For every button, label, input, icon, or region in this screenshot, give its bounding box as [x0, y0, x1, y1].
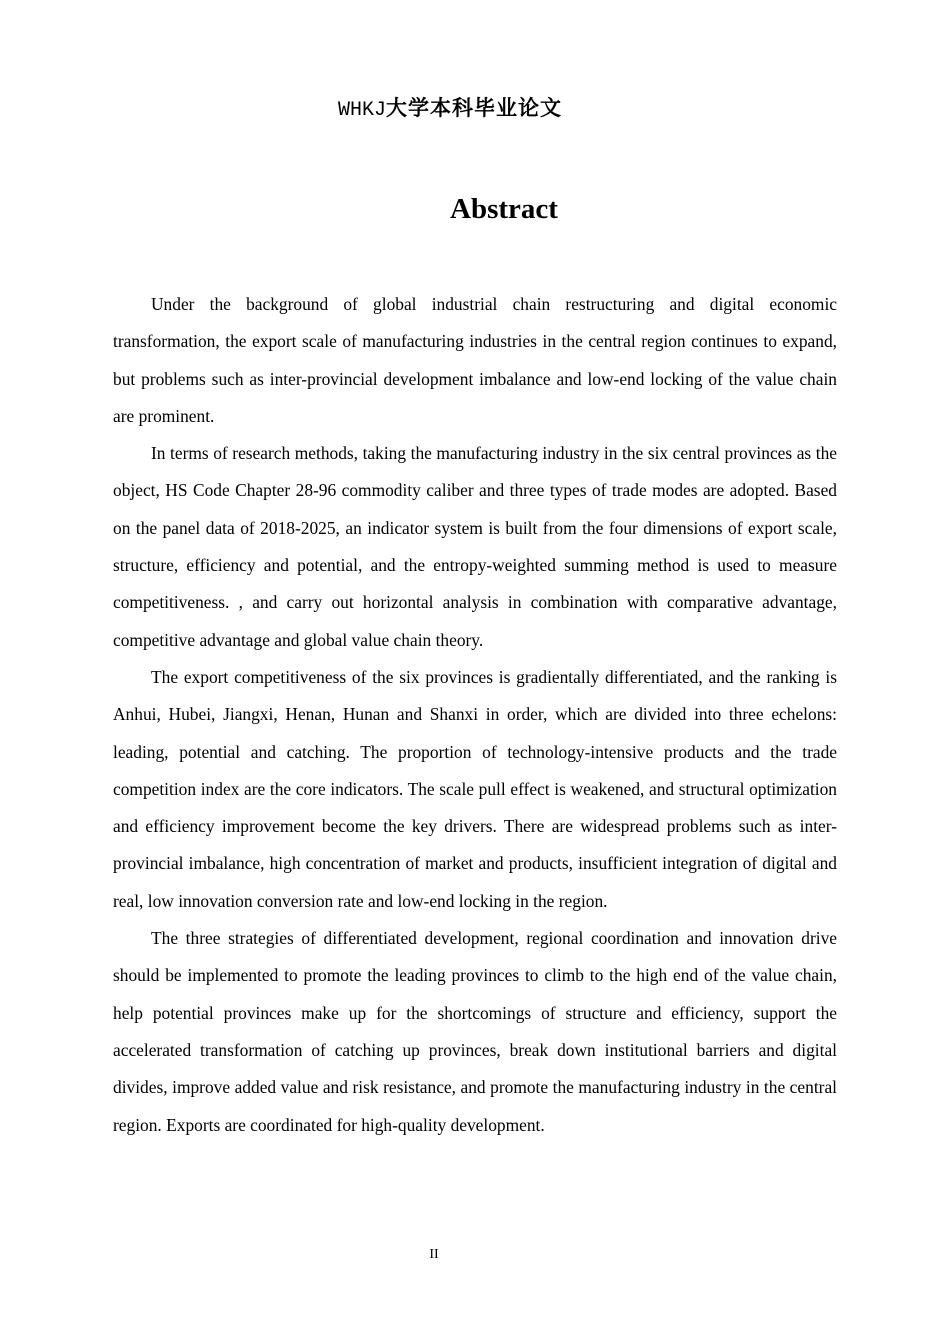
- abstract-paragraph-4: The three strategies of differentiated development, regional coordination and innovation drive should be implemented to promote the leading provinces to climb to the high end of the value chain, help potential provinces make up for the shortcomings of structure and efficiency, support the accelerated transformation of catching up provinces, break down institutional barriers and digital divides, improve added value and risk resistance, and promote the manufacturing industry in the central region. Exports are coordinated for high-quality development.: [113, 928, 837, 1135]
- running-header: [0, 92, 900, 122]
- page-title: Abstract: [450, 193, 558, 225]
- abstract-paragraph-3: The export competitiveness of the six provinces is gradientally differentiated, and the ranking is Anhui, Hubei, Jiangxi, Henan, Hunan and Shanxi in order, which are divided into three echelons: leading, potential and catching. The proportion of technology-intensive products and the trade competition index are the core indicators. The scale pull effect is weakened, and structural optimization and efficiency improvement become the key drivers. There are widespread problems such as inter-provincial imbalance, high concentration of market and products, insufficient integration of digital and real, low innovation conversion rate and low-end locking in the region.: [113, 666, 837, 911]
- header-school-name: WHKJ: [337, 99, 386, 122]
- abstract-paragraph-2: In terms of research methods, taking the manufacturing industry in the six central provinces as the object, HS Code Chapter 28-96 commodity caliber and three types of trade modes are adopted. Based on the panel data of 2018-2025, an indicator system is built from the four dimensions of export scale, structure, efficiency and potential, and the entropy-weighted summing method is used to measure competitiveness. , and carry out horizontal analysis in combination with comparative advantage, competitive advantage and global value chain theory.: [113, 443, 837, 650]
- abstract-paragraph-1: Under the background of global industrial chain restructuring and digital economic transformation, the export scale of manufacturing industries in the central region continues to expand, but problems such as inter-provincial development imbalance and low-end locking of the value chain are prominent.: [113, 294, 837, 426]
- abstract-body: [113, 286, 837, 1144]
- page-number: II: [429, 1247, 439, 1262]
- header-thesis-label: 大学本科毕业论文: [386, 96, 562, 120]
